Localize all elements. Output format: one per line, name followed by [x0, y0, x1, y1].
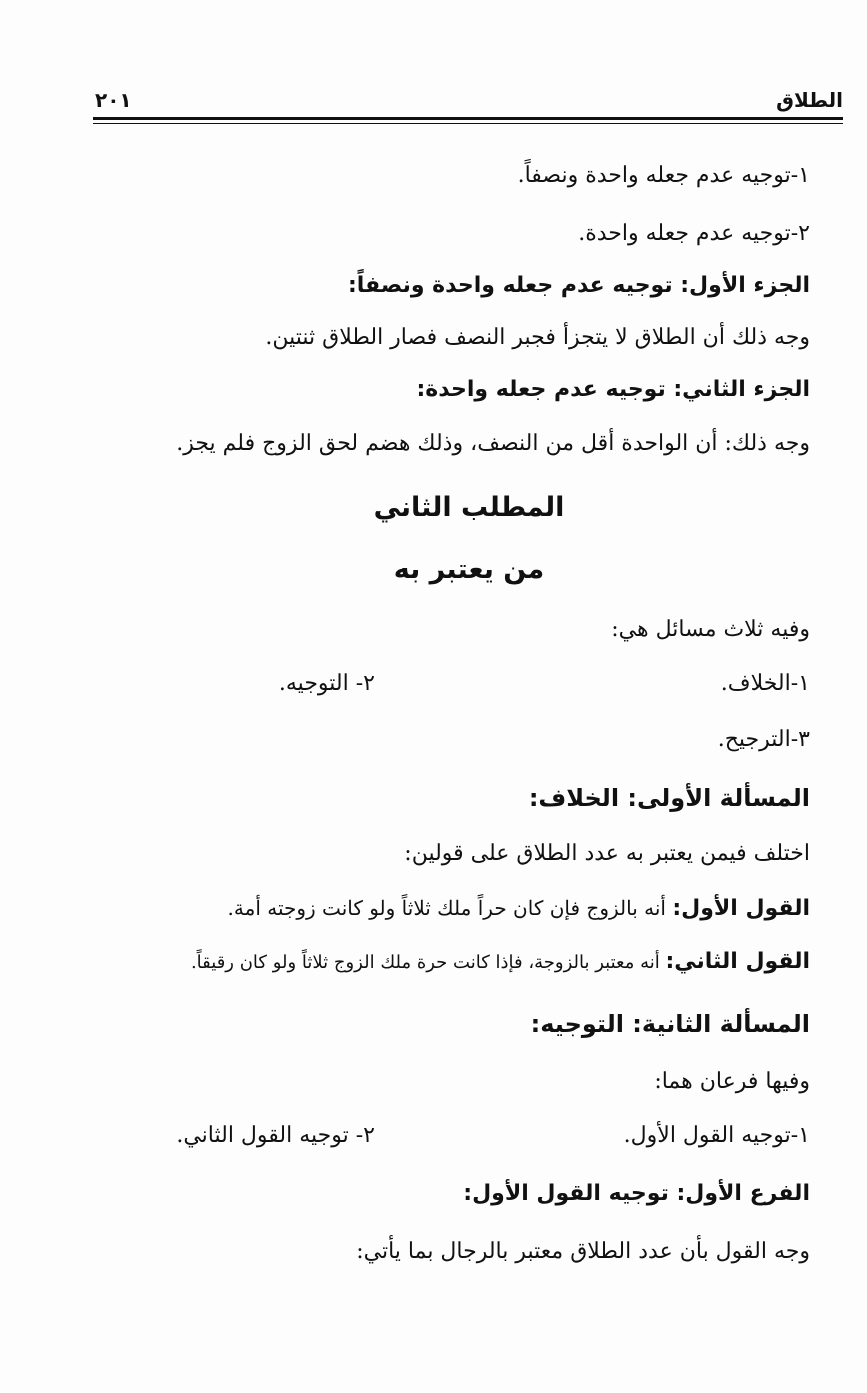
list-item-2: ٢-توجيه عدم جعله واحدة.: [578, 221, 810, 246]
list-row: [95, 668, 810, 700]
header-rule-thin: [93, 123, 843, 124]
list-item-tawjih: ٢- التوجيه.: [278, 671, 375, 696]
opinion-two-label: القول الثاني:: [665, 949, 810, 974]
section-subheading: [95, 554, 843, 588]
list-item-1: ١-توجيه عدم جعله واحدة ونصفاً.: [517, 163, 810, 188]
opinion-one-text: أنه بالزوج فإن كان حراً ملك ثلاثاً ولو كانت زوجته أمة.: [227, 896, 673, 920]
paragraph: وجه القول بأن عدد الطلاق معتبر بالرجال بما يأتي:: [356, 1239, 810, 1264]
page-number: ٢٠١: [95, 88, 132, 112]
opinion-two: [93, 946, 810, 979]
paragraph: وجه ذلك: أن الواحدة أقل من النصف، وذلك هضم لحق الزوج فلم يجز.: [176, 431, 810, 456]
opinion-two-text: أنه معتبر بالزوجة، فإذا كانت حرة ملك الزوج ثلاثاً ولو كان رقيقاً.: [190, 952, 666, 973]
branch-one-heading: الفرع الأول: توجيه القول الأول:: [463, 1181, 810, 1206]
running-title: الطلاق: [776, 88, 843, 112]
opinion-one-label: القول الأول:: [672, 896, 810, 921]
page-header: [95, 88, 843, 120]
opinion-one: [95, 892, 810, 925]
paragraph: وفيها فرعان هما:: [654, 1069, 810, 1094]
section-title: المطلب الثاني: [373, 492, 565, 523]
list-item-khilaf: ١-الخلاف.: [720, 671, 810, 696]
paragraph: اختلف فيمن يعتبر به عدد الطلاق على قولين:: [404, 841, 810, 866]
list-item-tarjih: ٣-الترجيح.: [717, 727, 810, 752]
list-row: [95, 1120, 810, 1152]
list-item-opinion-one: ١-توجيه القول الأول.: [623, 1123, 810, 1148]
section-subtitle: من يعتبر به: [393, 554, 545, 585]
list-item-opinion-two: ٢- توجيه القول الثاني.: [176, 1123, 375, 1148]
issue-one-heading: المسألة الأولى: الخلاف:: [528, 784, 810, 812]
paragraph: وفيه ثلاث مسائل هي:: [611, 617, 810, 642]
part-two-heading: الجزء الثاني: توجيه عدم جعله واحدة:: [416, 377, 810, 402]
part-one-heading: الجزء الأول: توجيه عدم جعله واحدة ونصفاً:: [348, 273, 810, 298]
paragraph: وجه ذلك أن الطلاق لا يتجزأ فجبر النصف فصار الطلاق ثنتين.: [265, 325, 810, 350]
header-rule-thick: [93, 117, 843, 120]
section-heading: [95, 492, 843, 526]
issue-two-heading: المسألة الثانية: التوجيه:: [530, 1010, 810, 1038]
